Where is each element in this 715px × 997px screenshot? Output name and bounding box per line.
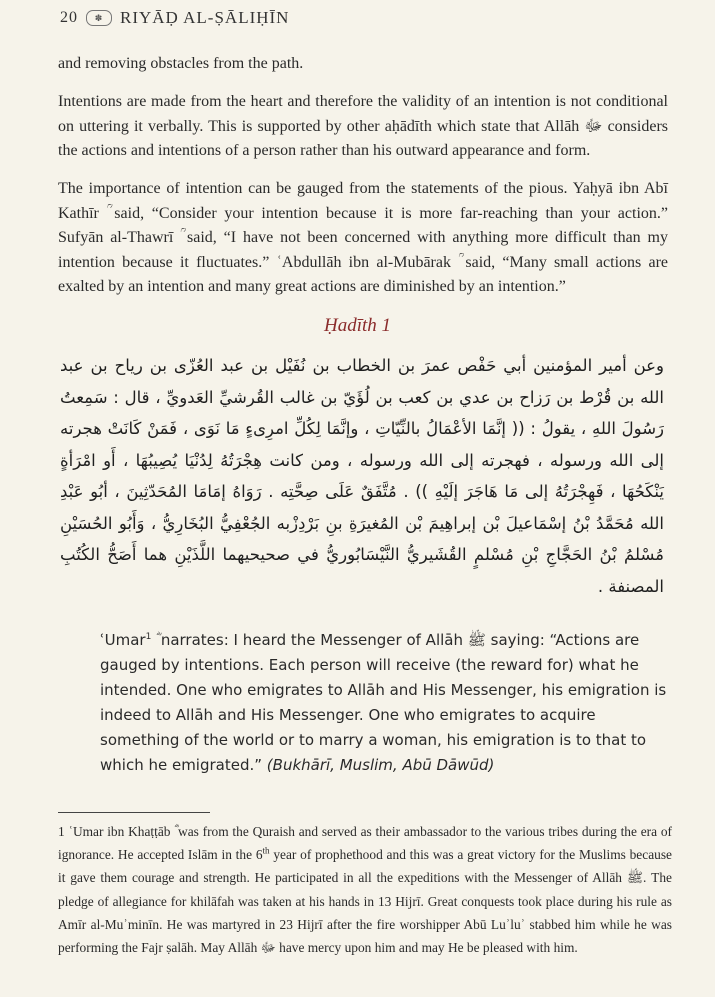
hadith-arabic-text: وعن أمير المؤمنين أبي حَفْص عمرَ بن الخطاب بن نُفَيْل بن عبد العُزّى بن رياح بن عبد الله بن قُرْط بن رَزاح بن عدي بن كعب بن لُؤَيّ بن غالب القُرشيِّ العَدويِّ ، قال : سَمِعتُ رَسُولَ اللهِ ، يقولُ : (( إنَّمَا الأعْمَالُ بالنِّيّاتِ ، وإنَّمَا لِكُلِّ امرِىءٍ مَا نَوَى ، فَمَنْ كَانَتْ هجرته إلى الله ورسوله ، فهجرته إلى الله ورسوله ، ومن كانت هِجْرَتُهُ لِدُنْيَا يُصِيبُهَا ، أَو امْرَأةٍ يَنْكَحُهَا ، فَهِجْرَتُهُ إلى مَا هَاجَرَ إلَيْهِ )) . مُتَّفَقٌ عَلَى صِحَّتِه . رَوَاهُ إمَامَا المُحَدّثِينَ ، أبُو عَبْدِ الله مُحَمَّدُ بْنُ إسْمَاعيلَ بْن إبراهِيمَ بْن المُغيرَةِ بنِ بَرْدِزْبه الجُعْفِيُّ البُخَارِيُّ ، وَأَبُو الحُسَيْنِ مُسْلمُ بْنُ الحَجَّاجِ بْنِ مُسْلمٍ القُشَيريُّ النَّيْسَابُوريُّ في صحيحيهما اللَّذَيْنِ هما أَصَحُّ الكُتُبِ المصنفة . [60,356,664,596]
footnote-text-a: ʿUmar ibn Khaṭṭāb ؓ was from the Quraish and served as their ambassador to the various tribes during the era of ignorance. He accepted Islām in the 6 [58,824,672,863]
footnote-divider [58,812,210,813]
book-title: RIYĀḌ AL-ṢĀLIḤĪN [120,8,290,27]
translation-start: ʿUmar [100,631,146,649]
page-number: 20 [60,9,78,26]
footnote-text-b: year of prophethood and this was a great victory for the Muslims because it gave them courage and strength. He participated in all the expeditions with the Messenger of Allāh ﷺ. The pledge of allegiance for khilāfah was taken at his hands in 13 Hijrī. Great conquests took place during his rule as Amīr al-Muʾminīn. He was martyred in 23 Hijrī after the fire worshipper Abū Luʾluʾ stabbed him while he was performing the Fajr ṣalāh. May Allāh ﷻ have mercy upon him and may He be pleased with him. [58,847,672,956]
hadith-reference: (Bukhārī, Muslim, Abū Dāwūd) [266,756,495,774]
paragraph-1: and removing obstacles from the path. [58,55,304,72]
footnote-marker: 1 [145,632,152,642]
paragraph-3: The importance of intention can be gauged from the statements of the pious. Yaḥyā ibn Abī Kathīr ؒ said, “Consider your intention because it is more far-reaching than your action.” Sufyān al-Thawrī ؒ said, “I have not been concerned with anything more difficult than my intention because it fluctuates.” ʿAbdullāh ibn al-Mubārak ؒ said, “Many small actions are exalted by an intention and many great actions are diminished by an intention.” [58,180,668,295]
hadith-heading: Ḥadīth 1 [323,315,392,336]
paragraph-2: Intentions are made from the heart and therefore the validity of an intention is not conditional on uttering it verbally. This is supported by other aḥādīth which state that Allāh ﷻ considers the actions and intentions of a person rather than his outward appearance and form. [58,93,668,159]
footnote-1 [58,820,672,959]
ornament-icon: ✽ [86,10,112,26]
footnote-number: 1 [58,824,65,839]
translation-body: ؓ narrates: I heard the Messenger of Allāh ﷺ saying: “Actions are gauged by intentions. Each person will receive (the reward for) what he intended. One who emigrates to Allāh and His Messenger, his emigration is indeed to Allāh and His Messenger. One who emigrates to acquire something of the world or to marry a woman, his emigration is to that to which he emigrated.” [100,631,667,774]
hadith-translation [100,628,675,778]
footnote-ordinal-suffix: th [262,845,270,856]
running-header [60,8,289,28]
